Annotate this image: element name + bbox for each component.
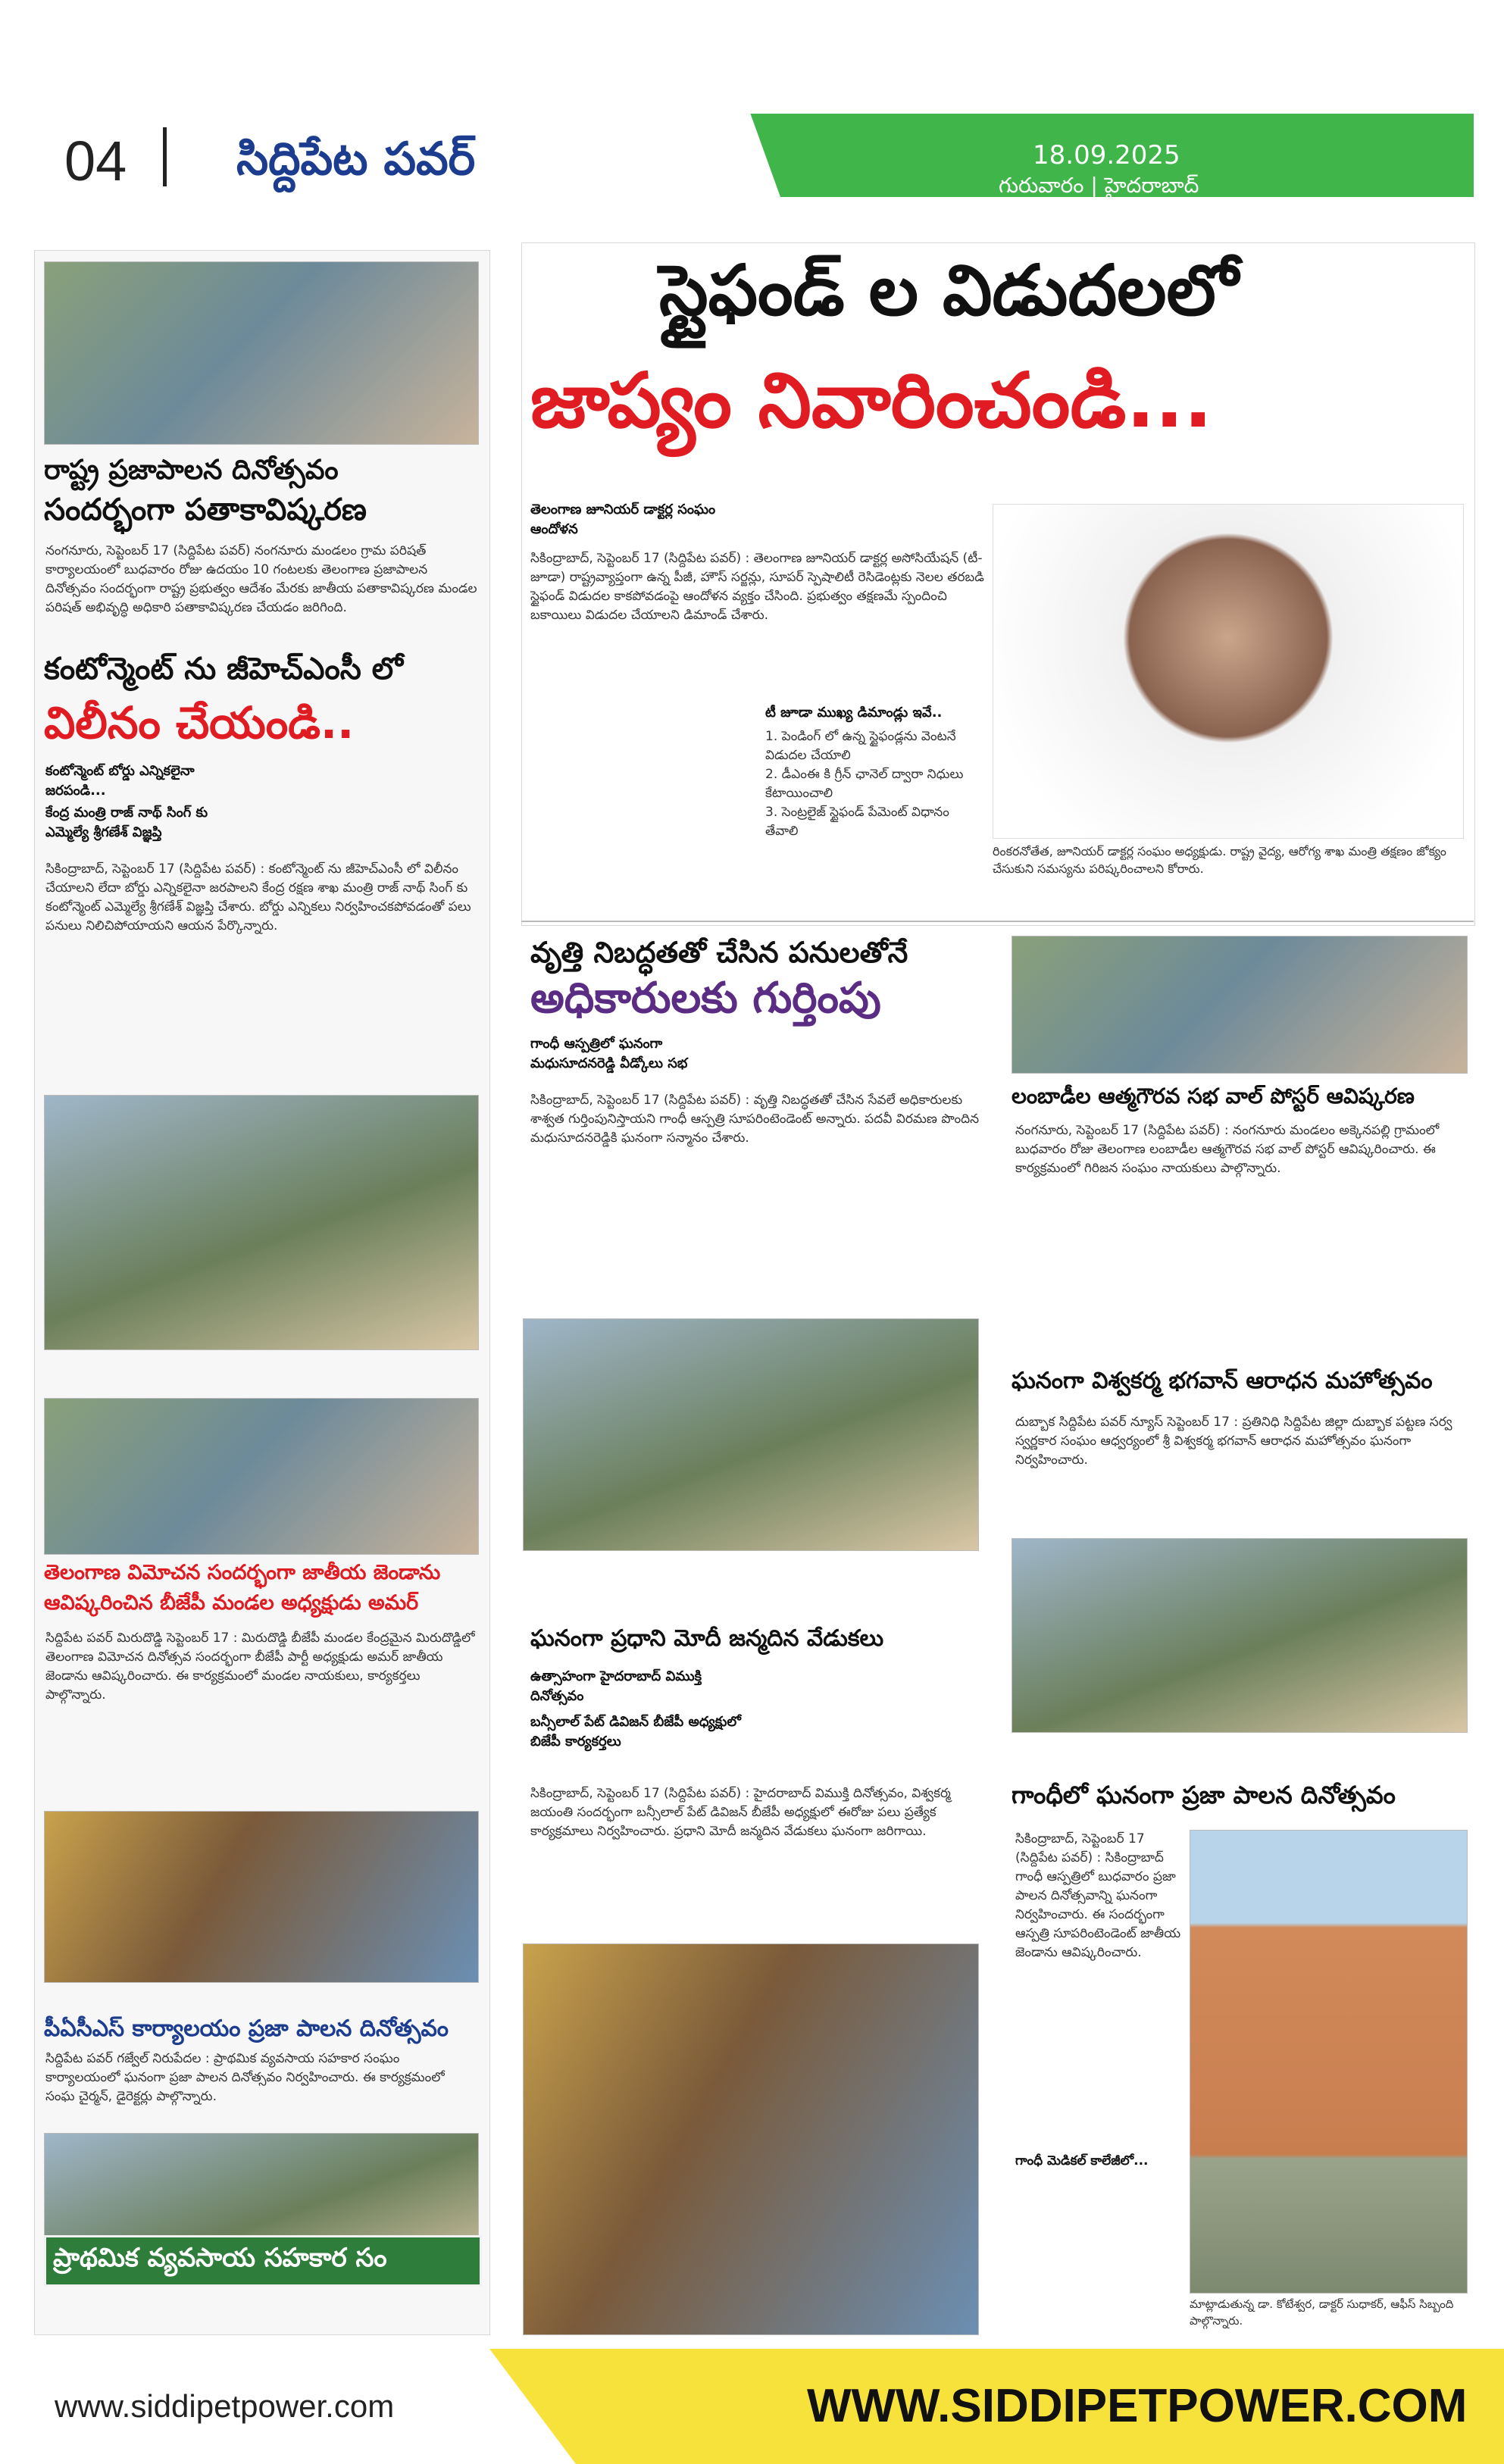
gandhi-sub: గాంధీ మెడికల్ కాలేజీలో...	[1015, 2153, 1149, 2169]
recognition-photo	[523, 1318, 979, 1551]
vishwakarma-body: దుబ్బాక సిద్దిపేట పవర్ న్యూస్ సెప్టెంబర్ 17 : ప్రతినిధి సిద్దిపేట జిల్లా దుబ్బాక పట్టణ సర్వ స్వర్ణకార సంఘం ఆధ్వర్యంలో శ్రీ విశ్వకర్మ భగవాన్ ఆరాధన మహోత్సవం ఘనంగా నిర్వహించారు.	[1015, 1415, 1452, 1468]
cantonment-bullet-1: కంటోన్మెంట్ బోర్డు ఎన్నికలైనా జరపండి...	[45, 763, 195, 799]
modi-body: సికింద్రాబాద్, సెప్టెంబర్ 17 (సిద్దిపేట పవర్) : హైదరాబాద్ విముక్తి దినోత్సవం, విశ్వకర్మ జయంతి సందర్భంగా బన్సీలాల్ పేట్ డివిజన్ బీజేపీ అధ్యక్షులో ఈరోజు పలు ప్రత్యేక కార్యక్రమాలు నిర్వహించారు. ప్రధాని మోదీ జన్మదిన వేడుకలు ఘనంగా జరిగాయి.	[530, 1786, 951, 1839]
recognition-body: సికింద్రాబాద్, సెప్టెంబర్ 17 (సిద్దిపేట పవర్) : వృత్తి నిబద్ధతతో చేసిన సేవలే అధికారులకు శాశ్వత గుర్తింపునిస్తాయని గాంధీ ఆస్పత్రి సూపరింటెండెంట్ అన్నారు. పదవీ విరమణ పొందిన మధుసూదనరెడ్డికి ఘనంగా సన్మానం చేశారు.	[530, 1093, 980, 1146]
issue-day-city: గురువారం | హైదరాబాద్	[999, 173, 1199, 198]
issue-date: 18.09.2025	[1033, 140, 1180, 170]
stipend-headline-1: స్టైఫండ్ ల విడుదలలో	[659, 250, 1239, 331]
header-divider	[163, 127, 167, 186]
modi-headline: ఘనంగా ప్రధాని మోదీ జన్మదిన వేడుకలు	[530, 1625, 884, 1652]
stipend-headline-2: జాప్యం నివారించండి...	[530, 356, 1213, 445]
modi-photo	[523, 1943, 979, 2335]
stipend-caption: రింకరనోతేత, జూనియర్ డాక్టర్ల సంఘం అధ్యక్షుడు. రాష్ట్ర వైద్య, ఆరోగ్య శాఖ మంత్రి తక్షణం జోక్యం చేసుకుని సమస్యను పరిష్కరించాలని కోరారు.	[993, 844, 1446, 876]
bjp-flag-body: సిద్దిపేట పవర్ మిరుదొడ్డి సెప్టెంబర్ 17 : మిరుదొడ్డి బీజేపీ మండల కేంద్రమైన మిరుదొడ్డిలో తెలంగాణ విమోచన దినోత్సవ సందర్భంగా బీజేపీ పార్టీ అధ్యక్షుడు అమర్ జాతీయ జెండాను ఆవిష్కరించారు. ఈ కార్యక్రమంలో మండల నాయకులు, కార్యకర్తలు పాల్గొన్నారు.	[45, 1631, 475, 1703]
recognition-headline-1: వృత్తి నిబద్ధతతో చేసిన పనులతోనే	[530, 936, 908, 969]
bjp-flag-photo-2	[44, 1811, 479, 1983]
pacs-body: సిద్దిపేట పవర్ గజ్వేల్ నిరుపేదల : ప్రాథమిక వ్యవసాయ సహకార సంఘం కార్యాలయంలో ఘనంగా ప్రజా పాలన దినోత్సవం నిర్వహించారు. ఈ కార్యక్రమంలో సంఘ చైర్మన్, డైరెక్టర్లు పాల్గొన్నారు.	[45, 2051, 445, 2104]
gandhi-building-photo	[1190, 1830, 1468, 2294]
page-number: 04	[64, 130, 127, 192]
flag-hoisting-photo	[44, 261, 479, 445]
recognition-bullet: గాంధీ ఆస్పత్రిలో ఘనంగా మధుసూదనరెడ్డి వీడ్కోలు సభ	[530, 1036, 688, 1071]
cantonment-body: సికింద్రాబాద్, సెప్టెంబర్ 17 (సిద్దిపేట పవర్) : కంటోన్మెంట్ ను జీహెచ్ఎంసీ లో విలీనం చేయాలని లేదా బోర్డు ఎన్నికలైనా జరపాలని కేంద్ర రక్షణ శాఖ మంత్రి రాజ్ నాథ్ సింగ్ కు కంటోన్మెంట్ ఎమ్మెల్యే శ్రీగణేశ్ విజ్ఞప్తి చేశారు. బోర్డు ఎన్నికలు నిర్వహించకపోవడంతో పలు పనులు నిలిచిపోయాయని ఆయన పేర్కొన్నారు.	[45, 861, 471, 933]
cantonment-bullet-2: కేంద్ర మంత్రి రాజ్ నాథ్ సింగ్ కు ఎమ్మెల్యే శ్రీగణేశ్ విజ్ఞప్తి	[45, 805, 208, 840]
pacs-headline: పీఏసీఎస్ కార్యాలయం ప్రజా పాలన దినోత్సవం	[44, 2015, 449, 2042]
stipend-portrait-photo	[993, 504, 1464, 839]
modi-bullet-1: ఉత్సాహంగా హైదరాబాద్ విముక్తి దినోత్సవం	[530, 1668, 702, 1704]
vishwakarma-headline: ఘనంగా విశ్వకర్మ భగవాన్ ఆరాధన మహోత్సవం	[1012, 1368, 1433, 1394]
right-divider-1	[521, 921, 1474, 922]
pacs-board-text: ప్రాథమిక వ్యవసాయ సహకార సం	[53, 2243, 387, 2273]
stipend-demand-3: 3. సెంట్రలైజ్ స్టైఫండ్ పేమెంట్ విధానం తేవాలి	[765, 805, 949, 839]
footer-website-small[interactable]: www.siddipetpower.com	[55, 2388, 395, 2424]
lambadi-body: నంగనూరు, సెప్టెంబర్ 17 (సిద్దిపేట పవర్) : నంగనూరు మండలం అక్కెనపల్లి గ్రామంలో బుధవారం రోజు తెలంగాణ లంబాడీల ఆత్మగౌరవ సభ వాల్ పోస్టర్ ఆవిష్కరించారు. ఈ కార్యక్రమంలో గిరిజన సంఘం నాయకులు పాల్గొన్నారు.	[1015, 1123, 1440, 1176]
lambadi-photo	[1012, 936, 1468, 1074]
footer-website-big[interactable]: WWW.SIDDIPETPOWER.COM	[807, 2380, 1468, 2432]
stipend-demand-1: 1. పెండింగ్ లో ఉన్న స్టైఫండ్లను వెంటనే విడుదల చేయాలి	[765, 729, 956, 763]
stipend-bullet: తెలంగాణ జూనియర్ డాక్టర్ల సంఘం ఆందోళన	[530, 502, 716, 537]
flag-hoisting-headline-1: రాష్ట్ర ప్రజాపాలన దినోత్సవం	[44, 455, 339, 486]
gandhi-body: సికింద్రాబాద్, సెప్టెంబర్ 17 (సిద్దిపేట పవర్) : సికింద్రాబాద్ గాంధీ ఆస్పత్రిలో బుధవారం ప్రజా పాలన దినోత్సవాన్ని ఘనంగా నిర్వహించారు. ఈ సందర్భంగా ఆస్పత్రి సూపరింటెండెంట్ జాతీయ జెండాను ఆవిష్కరించారు.	[1015, 1831, 1181, 1960]
gandhi-headline: గాంధీలో ఘనంగా ప్రజా పాలన దినోత్సవం	[1012, 1781, 1396, 1809]
bjp-flag-photo	[44, 1398, 479, 1555]
cantonment-headline-2: విలీనం చేయండి..	[44, 697, 355, 749]
flag-hoisting-headline-2: సందర్భంగా పతాకావిష్కరణ	[44, 492, 367, 527]
cantonment-headline-1: కంటోన్మెంట్ ను జీహెచ్ఎంసీ లో	[44, 652, 403, 686]
cantonment-photo	[44, 1095, 479, 1350]
bjp-flag-headline-1: తెలంగాణ విమోచన సందర్భంగా జాతీయ జెండాను	[44, 1561, 441, 1584]
paper-name: సిద్దిపేట పవర్	[236, 133, 476, 186]
bjp-flag-headline-2: ఆవిష్కరించిన బీజేపీ మండల అధ్యక్షుడు అమర్	[44, 1591, 419, 1615]
gandhi-caption: మాట్లాడుతున్న డా. కోటేశ్వర, డాక్టర్ సుధాకర్, ఆఫీస్ సిబ్బంది పాల్గొన్నారు.	[1190, 2297, 1454, 2328]
stipend-demand-2: 2. డీఎంఈ కి గ్రీన్ ఛానెల్ ద్వారా నిధులు కేటాయించాలి	[765, 767, 964, 801]
flag-hoisting-body: నంగనూరు, సెప్టెంబర్ 17 (సిద్దిపేట పవర్) నంగనూరు మండలం గ్రామ పరిషత్ కార్యాలయంలో బుధవారం రోజు ఉదయం 10 గంటలకు తెలంగాణ ప్రజాపాలన దినోత్సవం సందర్భంగా రాష్ట్ర ప్రభుత్వం ఆదేశం మేరకు జాతీయ పతాకావిష్కరణ మండల పరిషత్ అభివృద్ధి అధికారి పతాకావిష్కరణ చేయడం జరిగింది.	[45, 543, 477, 615]
recognition-headline-2: అధికారులకు గుర్తింపు	[530, 974, 881, 1023]
stipend-body: సికింద్రాబాద్, సెప్టెంబర్ 17 (సిద్దిపేట పవర్) : తెలంగాణ జూనియర్ డాక్టర్ల అసోసియేషన్ (టీ-జూడా) రాష్ట్రవ్యాప్తంగా ఉన్న పీజీ, హౌస్ సర్జన్లు, సూపర్ స్పెషాలిటీ రెసిడెంట్లకు నెలల తరబడి స్టైఫండ్ విడుదల కాకపోవడంపై ఆందోళన వ్యక్తం చేసింది. ప్రభుత్వం తక్షణమే స్పందించి బకాయిలు విడుదల చేయాలని డిమాండ్ చేశారు.	[530, 551, 984, 623]
lambadi-headline: లంబాడీల ఆత్మగౌరవ సభ వాల్ పోస్టర్ ఆవిష్కరణ	[1012, 1083, 1415, 1108]
stipend-demands-title: టీ జూడా ముఖ్య డిమాండ్లు ఇవే..	[765, 705, 943, 721]
modi-bullet-2: బన్సీలాల్ పేట్ డివిజన్ బీజేపీ అధ్యక్షులో బిజేపీ కార్యకర్తలు	[530, 1714, 741, 1750]
vishwakarma-photo	[1012, 1538, 1468, 1733]
